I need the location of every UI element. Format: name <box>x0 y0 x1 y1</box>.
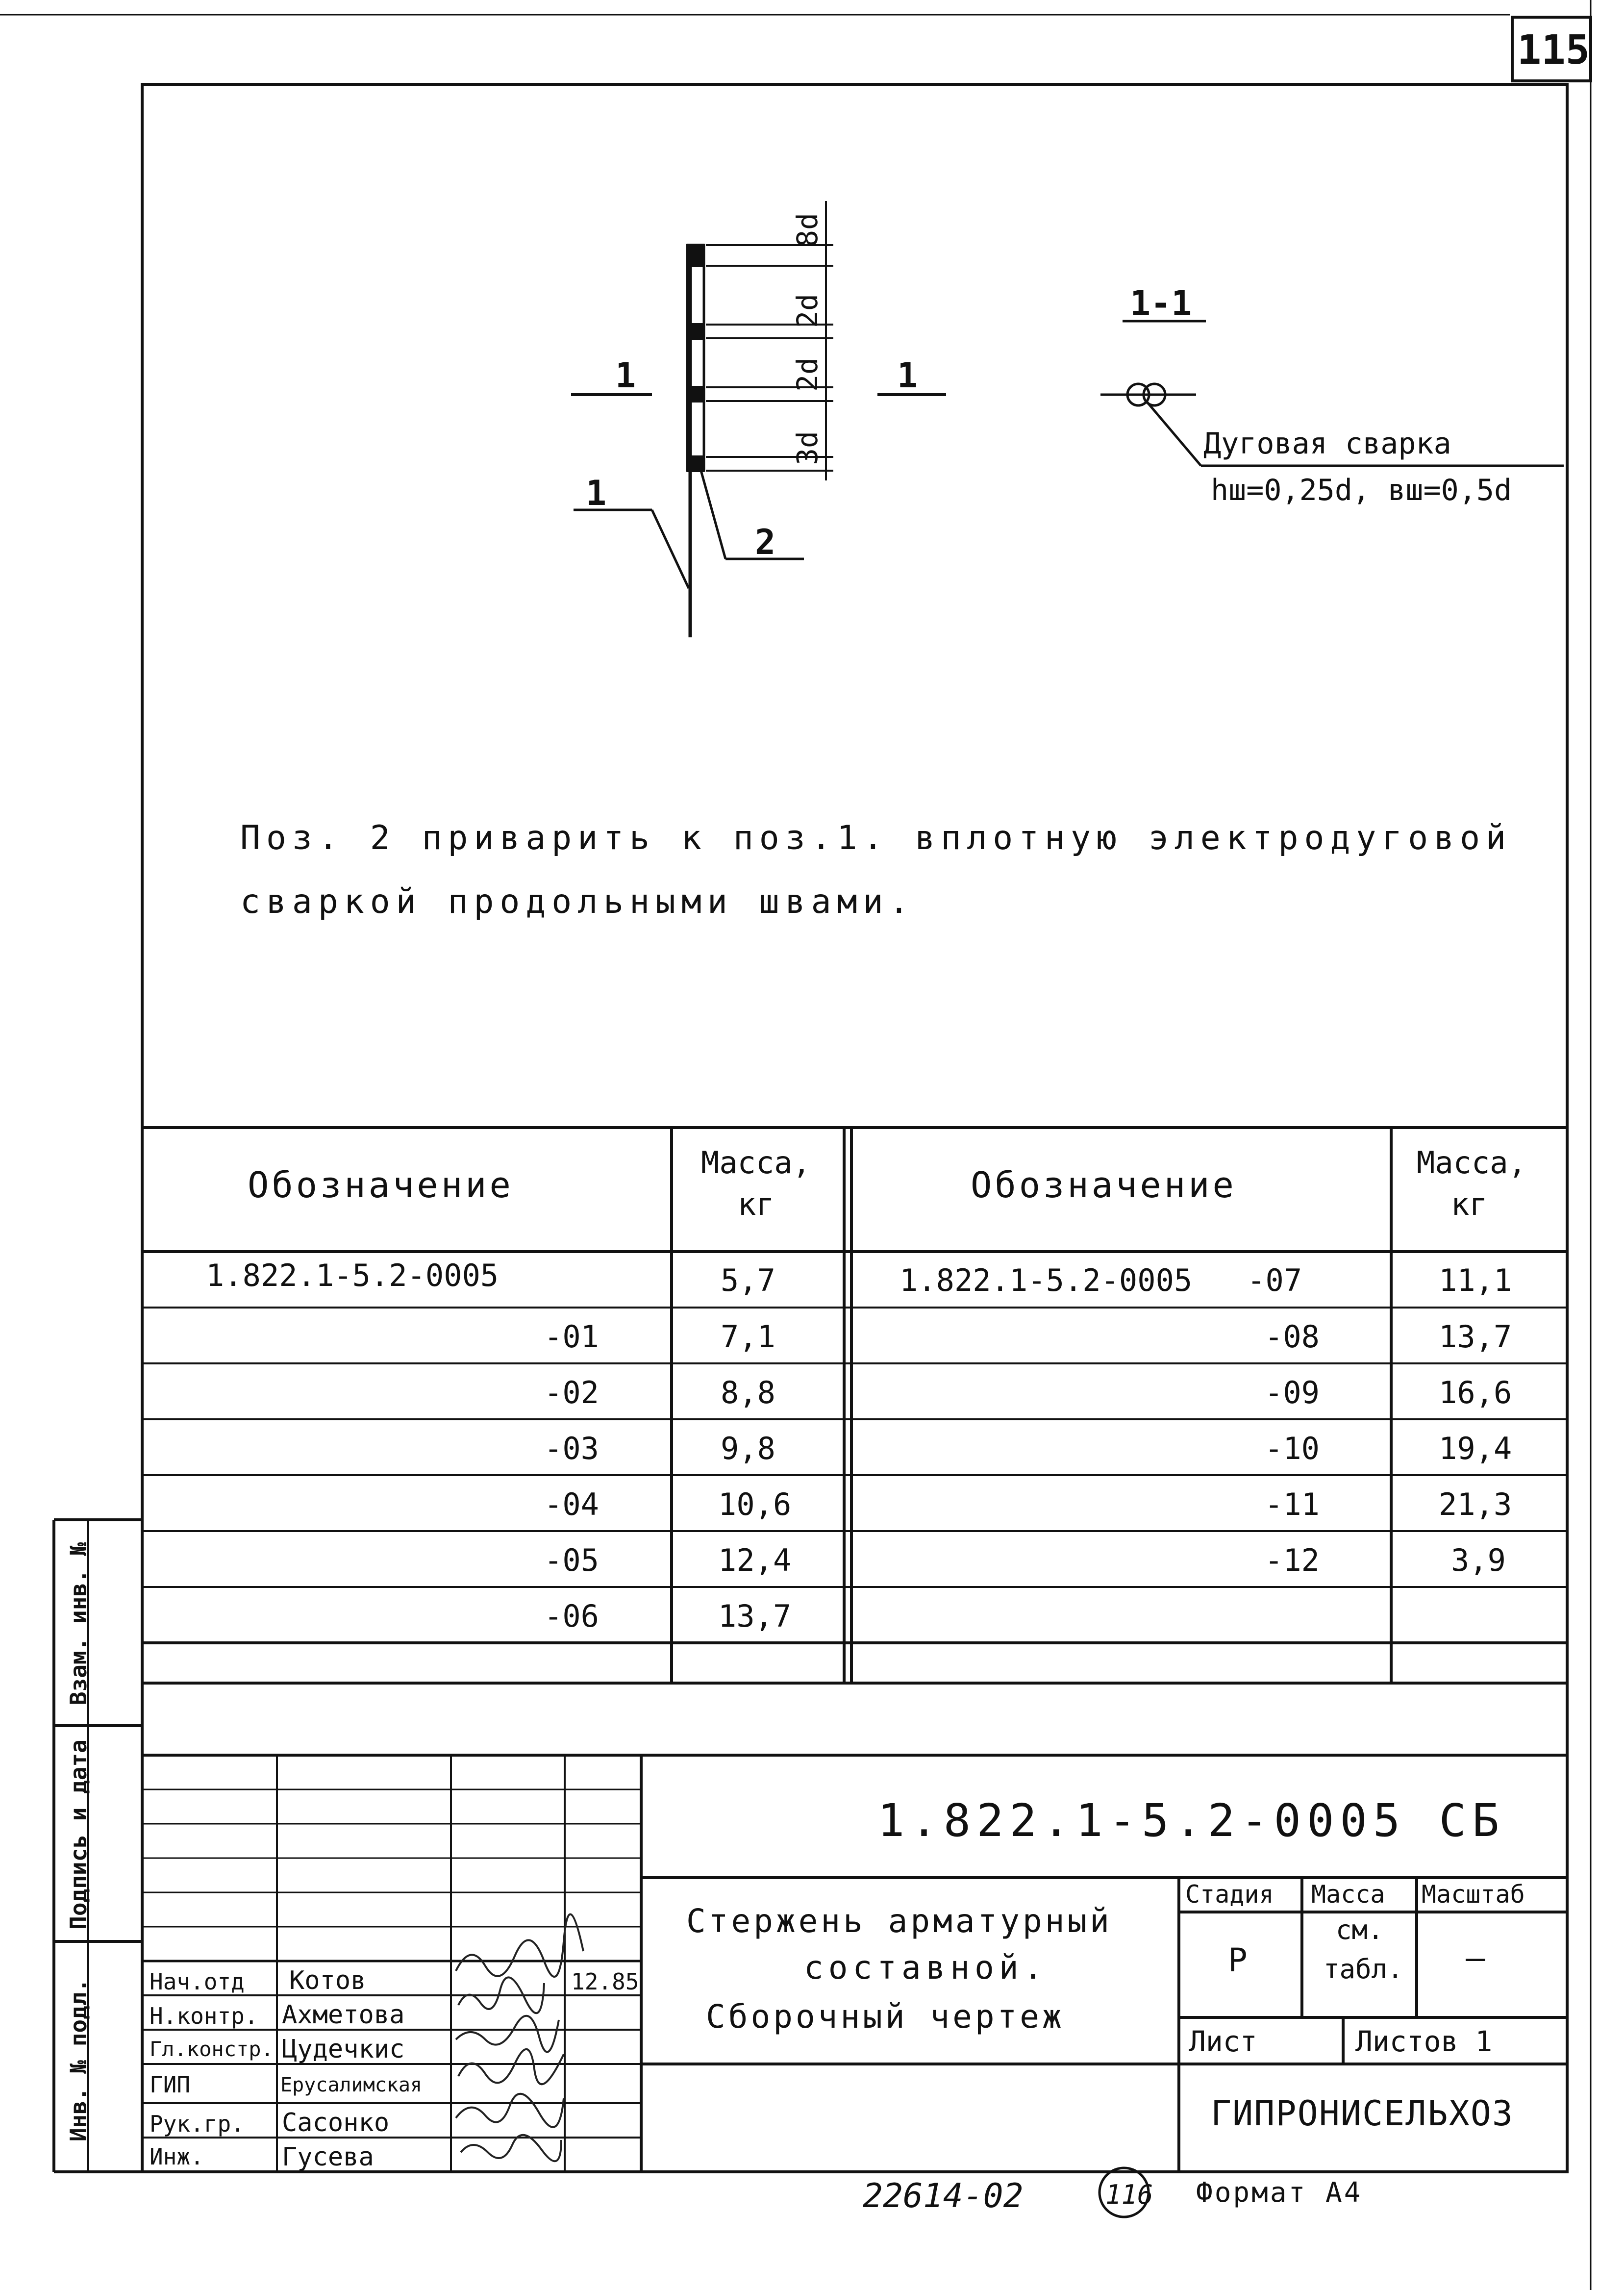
left-row-0-code: 1.822.1-5.2-0005 <box>206 1258 499 1293</box>
header-mass-left-2: кг <box>738 1186 775 1222</box>
scale-value: — <box>1466 1939 1485 1977</box>
organization: ГИПРОНИСЕЛЬХОЗ <box>1211 2093 1514 2134</box>
section-title: 1-1 <box>1130 283 1192 324</box>
left-row-1-mass: 7,1 <box>721 1319 775 1355</box>
right-row-1-code: -08 <box>1265 1319 1320 1355</box>
left-row-6-mass: 13,7 <box>718 1598 792 1634</box>
weld-params: hш=0,25d, вш=0,5d <box>1211 473 1512 507</box>
left-row-4-mass: 10,6 <box>718 1486 792 1522</box>
left-row-3-mass: 9,8 <box>721 1431 775 1466</box>
right-row-3-mass: 19,4 <box>1439 1431 1512 1466</box>
sheets-label: Листов 1 <box>1355 2025 1493 2058</box>
staff-name-1: Ахметова <box>282 2000 405 2030</box>
page-number-top: 115 <box>1517 27 1590 74</box>
dim-8d: 8d <box>790 213 824 247</box>
staff-role-0: Нач.отд <box>150 1968 245 1995</box>
section-marker-left: 1 <box>615 355 636 396</box>
doc-code: 1.822.1-5.2-0005 СБ <box>877 1794 1505 1847</box>
scale-label: Масштаб <box>1422 1880 1525 1909</box>
staff-role-3: ГИП <box>150 2071 191 2098</box>
left-row-2-mass: 8,8 <box>721 1375 775 1410</box>
right-row-0-code: 1.822.1-5.2-0005 -07 <box>899 1262 1302 1298</box>
staff-role-1: Н.контр. <box>150 2003 258 2029</box>
note-line-1: Поз. 2 приварить к поз.1. вплотную электродуговой <box>240 819 1512 857</box>
staff-name-4: Сасонко <box>282 2108 390 2138</box>
staff-name-0: Котов <box>289 1966 366 1995</box>
left-row-1-code: -01 <box>544 1319 599 1355</box>
page-circle-number: 116 <box>1105 2179 1153 2210</box>
side-podpis: Подпись и дата <box>65 1739 92 1930</box>
leader-label-2: 2 <box>755 522 776 562</box>
stage-label: Стадия <box>1185 1880 1274 1909</box>
left-row-6-code: -06 <box>544 1598 599 1634</box>
staff-name-3: Ерусалимская <box>280 2074 422 2096</box>
dim-3d: 3d <box>790 431 824 465</box>
dim-2d-upper: 2d <box>790 294 824 328</box>
staff-role-4: Рук.гр. <box>150 2111 245 2137</box>
dim-2d-lower: 2d <box>790 357 824 392</box>
stage-value: Р <box>1228 1941 1248 1979</box>
left-row-4-code: -04 <box>544 1486 599 1522</box>
left-row-5-code: -05 <box>544 1542 599 1578</box>
left-row-0-mass: 5,7 <box>721 1262 775 1298</box>
right-row-4-mass: 21,3 <box>1439 1486 1512 1522</box>
right-row-1-mass: 13,7 <box>1439 1319 1512 1355</box>
right-row-0-mass: 11,1 <box>1439 1262 1512 1298</box>
header-designation-right: Обозначение <box>971 1164 1237 1206</box>
left-row-5-mass: 12,4 <box>718 1542 792 1578</box>
title-line-1: Стержень арматурный <box>686 1902 1112 1940</box>
staff-name-2: Цудечкис <box>282 2035 405 2064</box>
mass-label: Масса <box>1311 1880 1385 1909</box>
side-vzam: Взам. инв. № <box>65 1542 92 1706</box>
staff-name-5: Гусева <box>282 2142 374 2172</box>
right-row-3-code: -10 <box>1265 1431 1320 1466</box>
format-label: Формат А4 <box>1196 2177 1363 2209</box>
section-marker-right: 1 <box>897 355 918 396</box>
left-row-3-code: -03 <box>544 1431 599 1466</box>
header-mass-left-1: Масса, <box>701 1145 811 1181</box>
staff-role-2: Гл.констр. <box>150 2037 274 2061</box>
mass-value-2: табл. <box>1324 1954 1403 1985</box>
sheet-label: Лист <box>1189 2025 1257 2058</box>
staff-role-5: Инж. <box>150 2143 204 2170</box>
title-line-3: Сборочный чертеж <box>706 1998 1065 2036</box>
left-row-2-code: -02 <box>544 1375 599 1410</box>
right-row-2-code: -09 <box>1265 1375 1320 1410</box>
staff-date-0: 12.85 <box>571 1968 639 1995</box>
side-inv-podl: Инв. № подл. <box>65 1978 92 2142</box>
leader-label-1: 1 <box>586 473 607 513</box>
archive-number: 22614-02 <box>863 2177 1024 2215</box>
header-mass-right-2: кг <box>1451 1186 1488 1222</box>
right-row-5-code: -12 <box>1265 1542 1320 1578</box>
right-row-2-mass: 16,6 <box>1439 1375 1512 1410</box>
header-mass-right-1: Масса, <box>1417 1145 1526 1181</box>
mass-value-1: см. <box>1336 1914 1384 1945</box>
weld-label: Дуговая сварка <box>1203 427 1451 461</box>
header-designation-left: Обозначение <box>248 1164 514 1206</box>
note-line-2: сваркой продольными швами. <box>240 882 915 921</box>
right-row-5-mass: 3,9 <box>1451 1542 1506 1578</box>
title-line-2: составной. <box>804 1949 1048 1987</box>
right-row-4-code: -11 <box>1265 1486 1320 1522</box>
